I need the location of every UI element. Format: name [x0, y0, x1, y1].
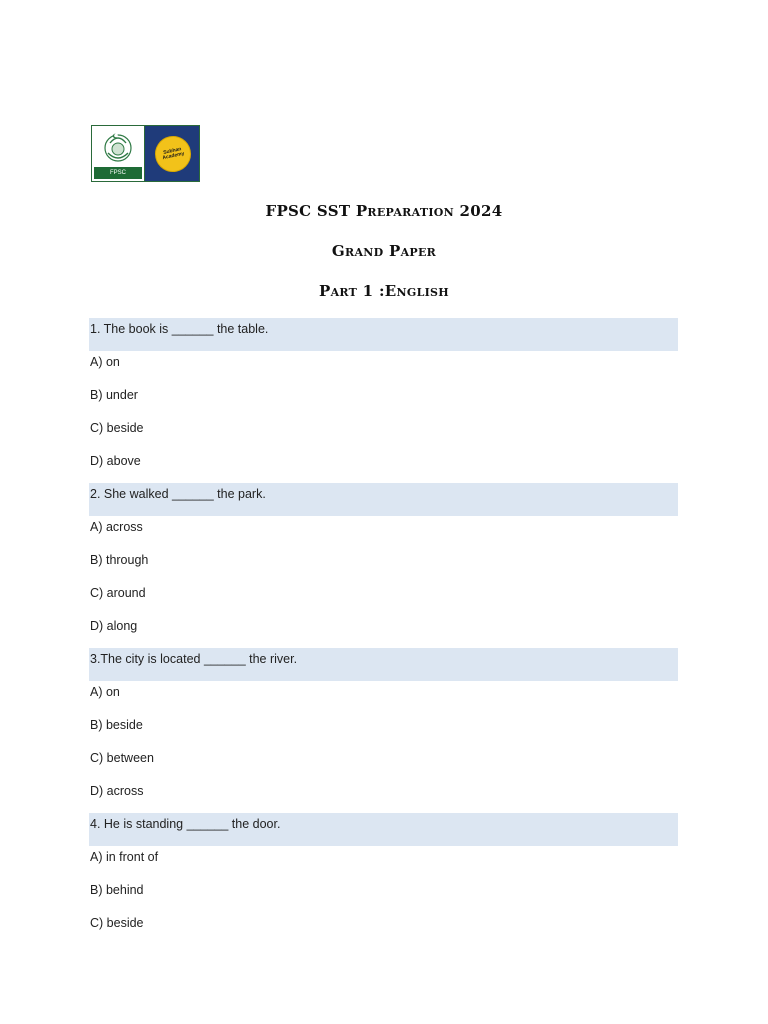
option-row: C) beside	[90, 421, 144, 435]
option-row: B) through	[90, 553, 149, 567]
page-subtitle: Grand Paper	[331, 242, 437, 260]
question-text: 4. He is standing ______ the door.	[90, 817, 281, 831]
option-row: C) around	[90, 586, 146, 600]
academy-badge-text: Subhan Academy	[161, 145, 185, 162]
question-row	[89, 813, 678, 846]
question-row	[89, 648, 678, 681]
crescent-star-emblem-icon	[100, 129, 136, 167]
section-title: Part 1 :English	[319, 282, 449, 300]
question-text: 2. She walked ______ the park.	[90, 487, 266, 501]
option-row: A) in front of	[90, 850, 159, 864]
academy-badge	[152, 133, 195, 176]
academy-panel	[145, 126, 199, 181]
page-title: FPSC SST Preparation 2024	[265, 202, 503, 220]
option-row: D) above	[90, 454, 141, 468]
question-list	[89, 318, 678, 945]
question-text: 1. The book is ______ the table.	[90, 322, 269, 336]
option-row: D) across	[90, 784, 144, 798]
option-row: D) along	[90, 619, 138, 633]
question-row	[89, 318, 678, 351]
fpsc-label: FPSC	[94, 167, 142, 179]
option-row: B) beside	[90, 718, 143, 732]
option-row: C) beside	[90, 916, 144, 930]
option-row: B) behind	[90, 883, 144, 897]
question-row	[89, 483, 678, 516]
fpsc-emblem	[92, 126, 145, 181]
option-row: A) on	[90, 685, 120, 699]
header-logo	[91, 125, 200, 182]
option-row: C) between	[90, 751, 154, 765]
option-row: B) under	[90, 388, 138, 402]
option-row: A) on	[90, 355, 120, 369]
question-text: 3.The city is located ______ the river.	[90, 652, 298, 666]
option-row: A) across	[90, 520, 143, 534]
